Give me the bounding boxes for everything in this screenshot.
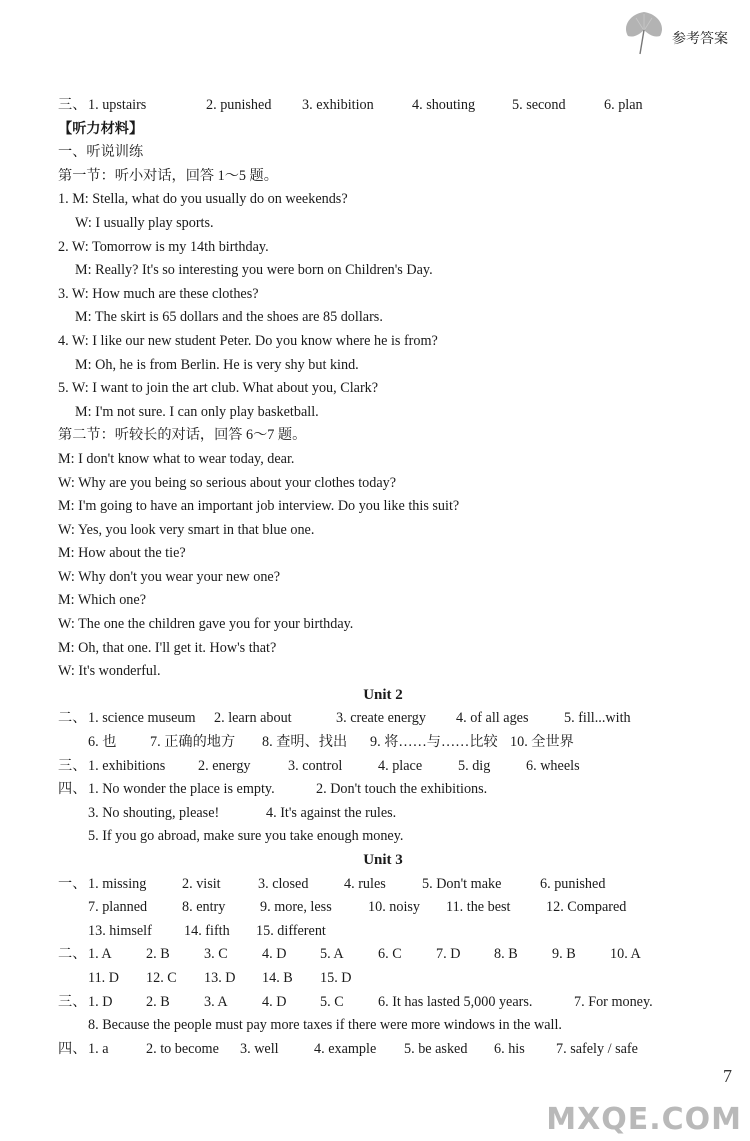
answer-item: 4. rules <box>344 875 386 892</box>
answer-item: 9. 将……与……比较 <box>370 734 498 751</box>
line-text: W: Why don't you wear your new one? <box>58 568 281 585</box>
answer-item: 12. C <box>146 969 177 986</box>
answer-item: 6. C <box>378 946 402 963</box>
answer-item: 4. place <box>378 757 423 774</box>
answer-item: 1. No wonder the place is empty. <box>88 781 275 798</box>
page-header <box>620 8 728 63</box>
line-text: 第二节：听较长的对话，回答 6～7 题。 <box>58 427 307 444</box>
answer-item: 4. D <box>262 946 287 963</box>
answer-item: 9. more, less <box>260 899 332 916</box>
answer-item: 3. closed <box>258 875 309 892</box>
section-marker: 四、 <box>58 1040 87 1057</box>
answer-item: 2. punished <box>206 97 272 113</box>
text-line <box>58 165 708 189</box>
line-text: W: Yes, you look very smart in that blue one. <box>58 521 315 538</box>
section-marker: 一、 <box>58 875 87 892</box>
line-text: W: The one the children gave you for your birthday. <box>58 616 354 633</box>
answer-item: 3. A <box>204 993 228 1010</box>
answer-item: 10. A <box>610 946 641 963</box>
answer-item: 1. exhibitions <box>88 757 166 774</box>
text-line <box>58 212 708 236</box>
answer-item: 8. 查明、找出 <box>262 734 348 751</box>
text-line <box>58 472 708 496</box>
answer-item: 6. his <box>494 1040 525 1057</box>
line-text: 一、听说训练 <box>58 144 144 161</box>
answer-item: 5. If you go abroad, make sure you take enough money. <box>88 828 404 845</box>
answer-item: 1. science museum <box>88 710 196 727</box>
answer-row <box>58 707 708 731</box>
page-number: 7 <box>723 1066 732 1086</box>
text-line <box>58 495 708 519</box>
section-marker: 二、 <box>58 946 87 963</box>
answer-row <box>58 1038 708 1062</box>
answer-item: 4. shouting <box>412 97 476 113</box>
text-line <box>58 613 708 637</box>
line-text: M: Oh, that one. I'll get it. How's that? <box>58 639 277 656</box>
text-line <box>58 236 708 260</box>
answer-item: 7. For money. <box>574 993 653 1010</box>
text-line <box>58 401 708 425</box>
text-line <box>58 424 708 448</box>
line-text: M: How about the tie? <box>58 545 186 562</box>
line-text: 2. W: Tomorrow is my 14th birthday. <box>58 238 269 255</box>
answer-item: 1. D <box>88 993 113 1010</box>
line-text: W: It's wonderful. <box>58 663 161 680</box>
answer-item: 11. D <box>88 969 120 986</box>
answer-item: 5. A <box>320 946 344 963</box>
answer-item: 11. the best <box>446 899 511 916</box>
answer-item: 7. D <box>436 946 461 963</box>
text-line <box>58 566 708 590</box>
text-line <box>58 542 708 566</box>
answer-item: 8. B <box>494 946 518 963</box>
answer-item: 6. punished <box>540 875 606 892</box>
answer-item: 7. 正确的地方 <box>150 734 236 751</box>
answer-item: 3. C <box>204 946 228 963</box>
line-text: 1. M: Stella, what do you usually do on weekends? <box>58 191 348 208</box>
text-line <box>58 141 708 165</box>
section-marker: 三、 <box>58 993 87 1010</box>
answer-item: 3. No shouting, please! <box>88 804 220 821</box>
answer-item: 9. B <box>552 946 576 963</box>
answer-row <box>58 825 708 849</box>
answer-item: 3. control <box>288 757 343 774</box>
answer-item: 4. example <box>314 1040 377 1057</box>
line-text: M: I don't know what to wear today, dear. <box>58 450 295 467</box>
answer-item: 15. D <box>320 969 352 986</box>
section-marker: 二、 <box>58 710 87 727</box>
answer-row <box>58 755 708 779</box>
answer-row <box>58 943 708 967</box>
answer-item: 13. D <box>204 969 236 986</box>
line-text: M: Really? It's so interesting you were born on Children's Day. <box>75 262 433 279</box>
line-text: 第一节：听小对话，回答 1～5 题。 <box>58 167 278 184</box>
answer-item: 8. Because the people must pay more taxes if there were more windows in the wall. <box>88 1017 562 1034</box>
answer-item: 3. create energy <box>336 710 426 727</box>
ginkgo-leaf-icon <box>620 8 668 63</box>
answer-item: 7. planned <box>88 899 148 916</box>
answer-item: 3. exhibition <box>302 97 374 113</box>
answer-item: 6. wheels <box>526 757 580 774</box>
text-line <box>58 448 708 472</box>
answer-item: 1. missing <box>88 875 147 892</box>
text-line <box>58 306 708 330</box>
line-text: M: The skirt is 65 dollars and the shoes are 85 dollars. <box>75 309 383 326</box>
text-line <box>58 330 708 354</box>
answer-item: 6. It has lasted 5,000 years. <box>378 993 533 1010</box>
section-marker: 四、 <box>58 781 87 798</box>
line-text: 【听力材料】 <box>58 120 144 137</box>
answer-item: 5. dig <box>458 757 491 774</box>
text-line <box>58 259 708 283</box>
answer-item: 4. D <box>262 993 287 1010</box>
line-text: M: Oh, he is from Berlin. He is very shy but kind. <box>75 356 359 373</box>
answer-item: 4. of all ages <box>456 710 529 727</box>
section-marker: 三、 <box>58 97 87 113</box>
answer-row <box>58 778 708 802</box>
answer-row <box>58 802 708 826</box>
line-text: 3. W: How much are these clothes? <box>58 285 259 302</box>
answer-row <box>58 1014 708 1038</box>
text-line <box>58 377 708 401</box>
answer-item: 12. Compared <box>546 899 627 916</box>
answer-item: 1. A <box>88 946 112 963</box>
section-marker: 三、 <box>58 757 87 774</box>
answer-item: 5. second <box>512 97 566 113</box>
unit-title: Unit 3 <box>363 852 403 868</box>
answer-item: 2. Don't touch the exhibitions. <box>316 781 488 798</box>
answer-item: 2. visit <box>182 875 221 892</box>
line-text: M: I'm going to have an important job interview. Do you like this suit? <box>58 498 460 515</box>
text-line <box>58 283 708 307</box>
line-text: M: Which one? <box>58 592 146 609</box>
watermark-logo: MXQE.COM <box>546 1102 742 1137</box>
answer-row <box>58 991 708 1015</box>
text-line <box>58 589 708 613</box>
answer-item: 5. Don't make <box>422 875 502 892</box>
line-text: W: Why are you being so serious about your clothes today? <box>58 474 397 491</box>
text-line <box>58 519 708 543</box>
text-line <box>58 354 708 378</box>
answer-key-content <box>58 94 708 1061</box>
answer-item: 14. B <box>262 969 293 986</box>
text-line <box>58 637 708 661</box>
answer-item: 2. B <box>146 993 170 1010</box>
answer-item: 6. 也 <box>88 734 117 751</box>
answer-row <box>58 896 708 920</box>
answer-item: 5. fill...with <box>564 710 631 727</box>
answer-item: 1. a <box>88 1040 109 1057</box>
answer-item: 2. to become <box>146 1040 219 1057</box>
answer-row <box>58 967 708 991</box>
text-line <box>58 188 708 212</box>
answer-item: 2. learn about <box>214 710 292 727</box>
answer-item: 2. energy <box>198 757 251 774</box>
answer-item: 1. upstairs <box>88 97 147 113</box>
answer-item: 4. It's against the rules. <box>266 804 397 821</box>
answer-item: 7. safely / safe <box>556 1040 638 1057</box>
answer-item: 13. himself <box>88 922 152 939</box>
line-text: 4. W: I like our new student Peter. Do you know where he is from? <box>58 332 438 349</box>
answer-item: 5. C <box>320 993 344 1010</box>
unit-heading <box>58 849 708 873</box>
answer-item: 8. entry <box>182 899 226 916</box>
text-line <box>58 660 708 684</box>
unit-title: Unit 2 <box>363 686 403 703</box>
unit-heading <box>58 684 708 708</box>
line-text: W: I usually play sports. <box>75 214 214 231</box>
answer-row <box>58 94 708 118</box>
answer-item: 2. B <box>146 946 170 963</box>
answer-row <box>58 920 708 944</box>
answer-item: 5. be asked <box>404 1040 468 1057</box>
answer-item: 3. well <box>240 1040 279 1057</box>
answer-item: 15. different <box>256 922 326 939</box>
answer-item: 10. noisy <box>368 899 421 916</box>
answer-row <box>58 731 708 755</box>
answer-item: 10. 全世界 <box>510 734 574 751</box>
answer-row <box>58 873 708 897</box>
text-line <box>58 118 708 142</box>
answer-item: 14. fifth <box>184 922 230 939</box>
answer-item: 6. plan <box>604 97 643 113</box>
line-text: M: I'm not sure. I can only play basketball. <box>75 403 319 420</box>
header-title: 参考答案 <box>672 30 728 47</box>
line-text: 5. W: I want to join the art club. What about you, Clark? <box>58 380 379 397</box>
